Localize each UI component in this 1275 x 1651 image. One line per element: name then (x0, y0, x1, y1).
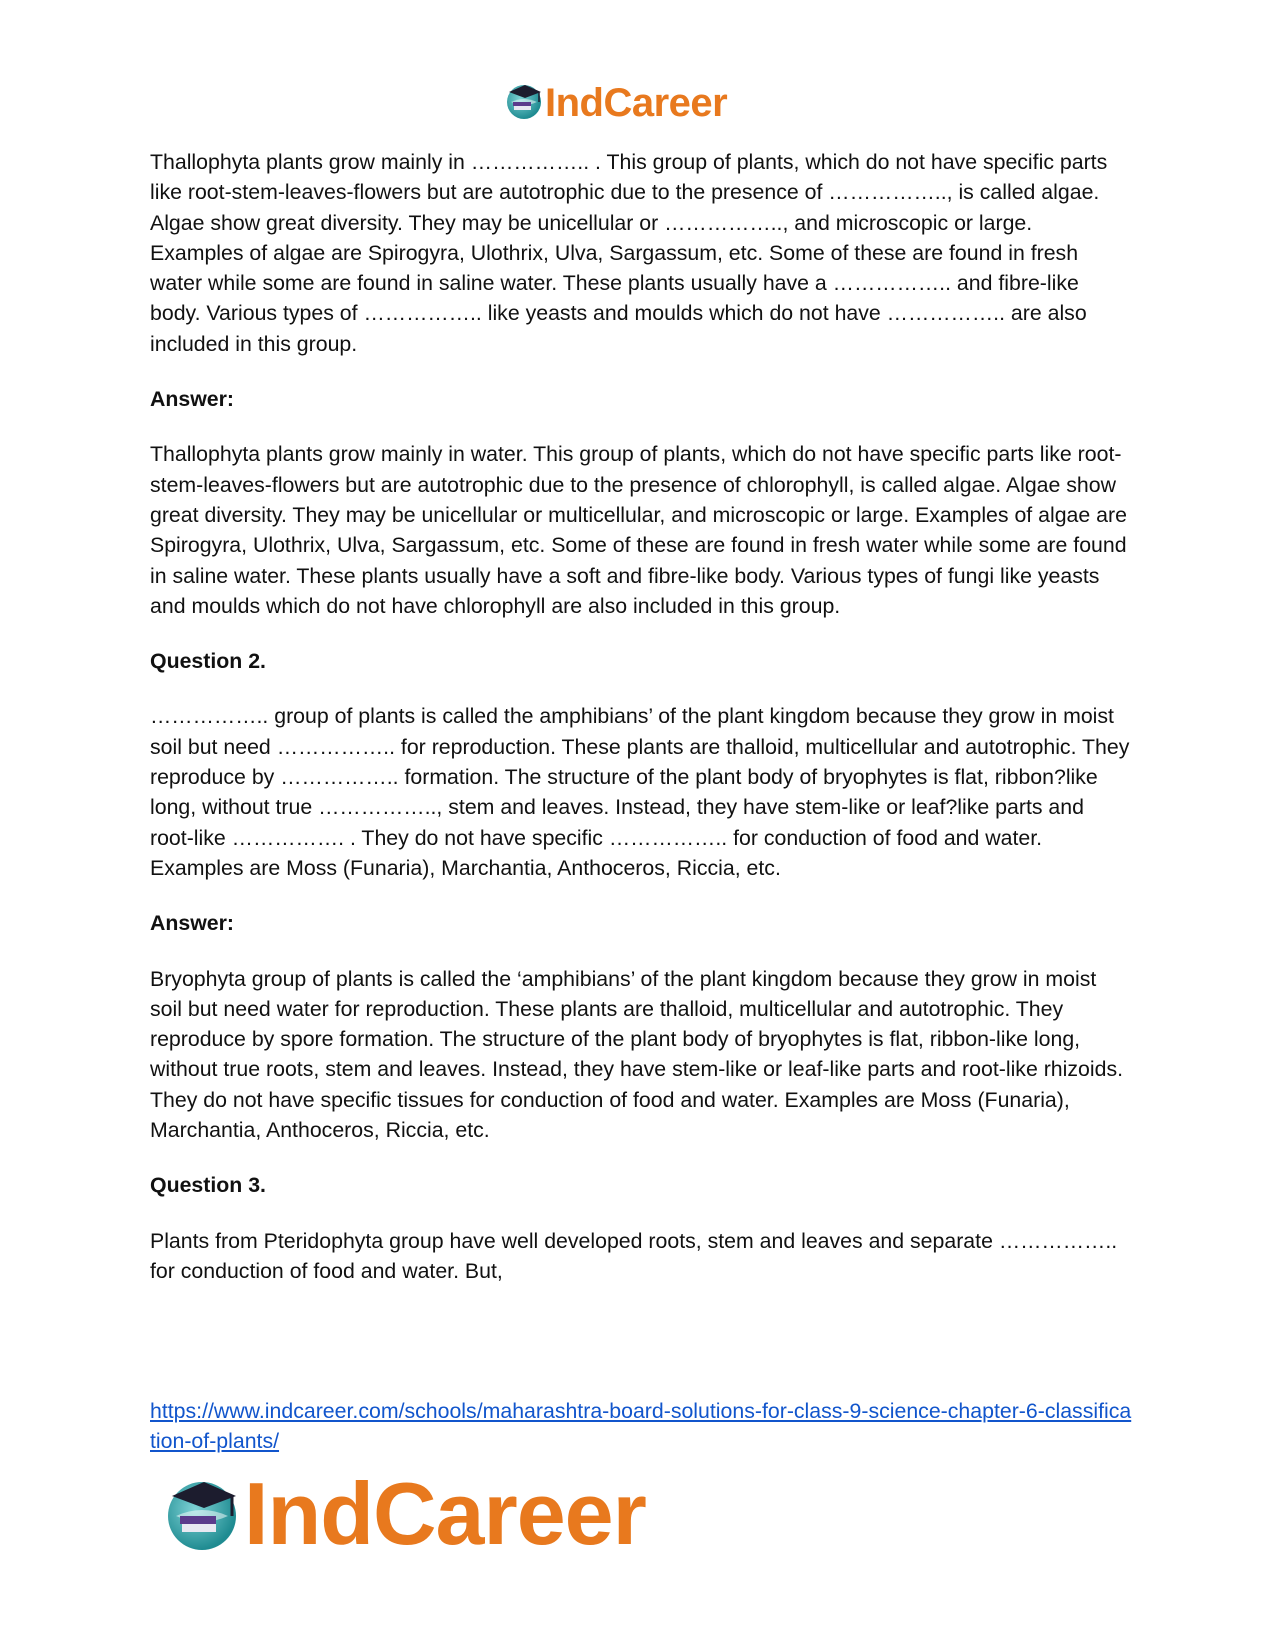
header-logo (503, 80, 727, 125)
graduation-cap-globe-icon (503, 80, 545, 125)
source-url-link[interactable]: https://www.indcareer.com/schools/maharashtra-board-solutions-for-class-9-science-chapter-6-classification-of-plants/ (150, 1399, 1132, 1454)
question-1-text: Thallophyta plants grow mainly in …………….. . This group of plants, which do not have specific parts like root-stem-leaves-flowers but are autotrophic due to the presence of …………….., is called algae. Algae show great diversity. They may be unicellular or …………….., and microscopic or large. Examples of algae are Spirogyra, Ulothrix, Ulva, Sargassum, etc. Some of these are found in fresh water while some are found in saline water. These plants usually have a …………….. and fibre-like body. Various types of …………….. like yeasts and moulds which do not have …………….. are also included in this group. (150, 150, 1108, 356)
question-2-text: …………….. group of plants is called the amphibians’ of the plant kingdom because they grow in moist soil but need …………….. for reproduction. These plants are thalloid, multicellular and autotrophic. They reproduce by …………….. formation. The structure of the plant body of bryophytes is flat, ribbon?like long, without true …………….., stem and leaves. Instead, they have stem-like or leaf?like parts and root-like ……………. . They do not have specific …………….. for conduction of food and water. Examples are Moss (Funaria), Marchantia, Anthoceros, Riccia, etc. (150, 704, 1130, 880)
question-3-label: Question 3. (150, 1173, 266, 1198)
question-2-label: Question 2. (150, 649, 266, 674)
answer-2-label: Answer: (150, 911, 235, 936)
answer-1-label: Answer: (150, 387, 235, 412)
footer-logo (160, 1464, 646, 1563)
graduation-cap-globe-icon (160, 1471, 244, 1558)
question-3-text: Plants from Pteridophyta group have well developed roots, stem and leaves and separate …………….. for conduction of food and water. But, (150, 1228, 1118, 1283)
answer-1-text: Thallophyta plants grow mainly in water. This group of plants, which do not have specific parts like root-stem-leaves-flowers but are autotrophic due to the presence of chlorophyll, is called algae. Algae show great diversity. They may be unicellular or multicellular, and microscopic or large. Examples of algae are Spirogyra, Ulothrix, Ulva, Sargassum, etc. Some of these are found in fresh water while some are found in saline water. These plants usually have a soft and fibre-like body. Various types of fungi like yeasts and moulds which do not have chlorophyll are also included in this group. (150, 442, 1127, 618)
brand-name: IndCareer (545, 80, 728, 125)
answer-2-text: Bryophyta group of plants is called the ‘amphibians’ of the plant kingdom because they grow in moist soil but need water for reproduction. These plants are thalloid, multicellular and autotrophic. They reproduce by spore formation. The structure of the plant body of bryophytes is flat, ribbon-like long, without true roots, stem and leaves. Instead, they have stem-like or leaf-like parts and root-like rhizoids. They do not have specific tissues for conduction of food and water. Examples are Moss (Funaria), Marchantia, Anthoceros, Riccia, etc. (150, 966, 1124, 1143)
document-body (150, 147, 1130, 1311)
footer-brand-name: IndCareer (244, 1464, 646, 1563)
